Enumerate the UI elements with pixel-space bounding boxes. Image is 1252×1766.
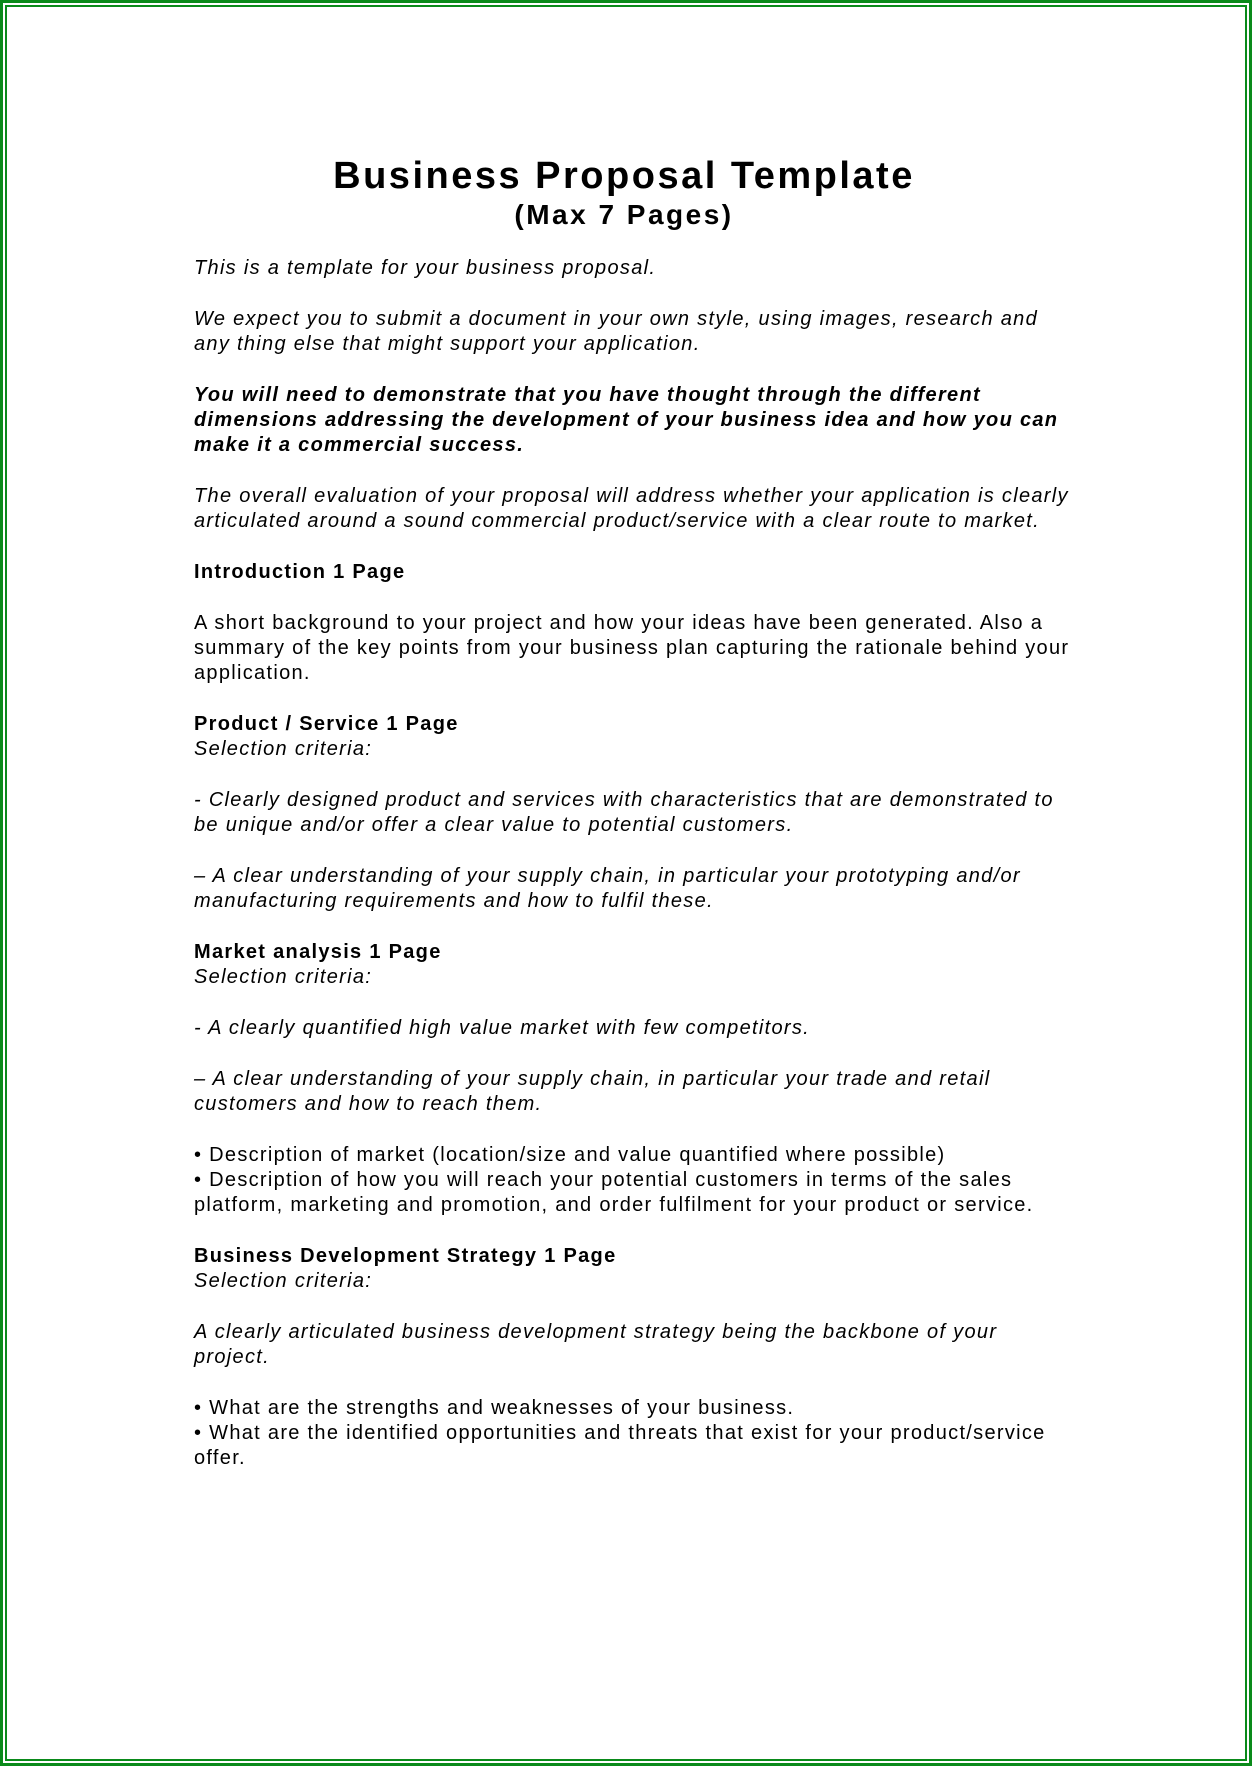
introduction-body: A short background to your project and how your ideas have been generated. Also a summary of the key points from your business plan capturing the rationale behind your application. (194, 612, 1070, 684)
selection-criteria-label: Selection criteria: (194, 738, 373, 760)
bullet-item: • What are the identified opportunities and threats that exist for your product/service offer. (194, 1422, 1046, 1469)
section-heading-business-development: Business Development Strategy 1 Page (194, 1245, 617, 1267)
bullet-item: • Description of how you will reach your potential customers in terms of the sales platform, marketing and promotion, and order fulfilment for your product or service. (194, 1169, 1034, 1216)
section-product-service (194, 712, 1074, 914)
document-title: Business Proposal Template (333, 155, 915, 197)
intro-paragraph-2: We expect you to submit a document in your own style, using images, research and any thing else that might support your application. (194, 308, 1039, 355)
document-page (194, 154, 1074, 1497)
bullet-list (194, 1143, 1074, 1218)
bullet-item: • What are the strengths and weaknesses of your business. (194, 1397, 795, 1419)
intro-paragraph-1: This is a template for your business proposal. (194, 257, 657, 279)
section-heading-introduction: Introduction 1 Page (194, 561, 406, 583)
bullet-item: • Description of market (location/size and value quantified where possible) (194, 1144, 946, 1166)
document-subtitle: (Max 7 Pages) (514, 199, 734, 230)
intro-paragraph-emphasis: You will need to demonstrate that you have thought through the different dimensions addressing the development of your business idea and how you can make it a commercial success. (194, 384, 1059, 456)
section-introduction (194, 560, 1074, 585)
bullet-list (194, 1396, 1074, 1471)
intro-paragraph-evaluation: The overall evaluation of your proposal will address whether your application is clearly articulated around a sound commercial product/service with a clear route to market. (194, 485, 1069, 532)
strategy-statement: A clearly articulated business development strategy being the backbone of your project. (194, 1321, 998, 1368)
section-business-development (194, 1244, 1074, 1471)
criteria-item: - Clearly designed product and services with characteristics that are demonstrated to be unique and/or offer a clear value to potential customers. (194, 789, 1054, 836)
criteria-item: - A clearly quantified high value market with few competitors. (194, 1017, 811, 1039)
selection-criteria-label: Selection criteria: (194, 966, 373, 988)
section-market-analysis (194, 940, 1074, 1218)
section-heading-product-service: Product / Service 1 Page (194, 713, 459, 735)
criteria-item: – A clear understanding of your supply chain, in particular your prototyping and/or manufacturing requirements and how to fulfil these. (194, 865, 1021, 912)
selection-criteria-label: Selection criteria: (194, 1270, 373, 1292)
criteria-item: – A clear understanding of your supply chain, in particular your trade and retail customers and how to reach them. (194, 1068, 991, 1115)
section-heading-market-analysis: Market analysis 1 Page (194, 941, 442, 963)
